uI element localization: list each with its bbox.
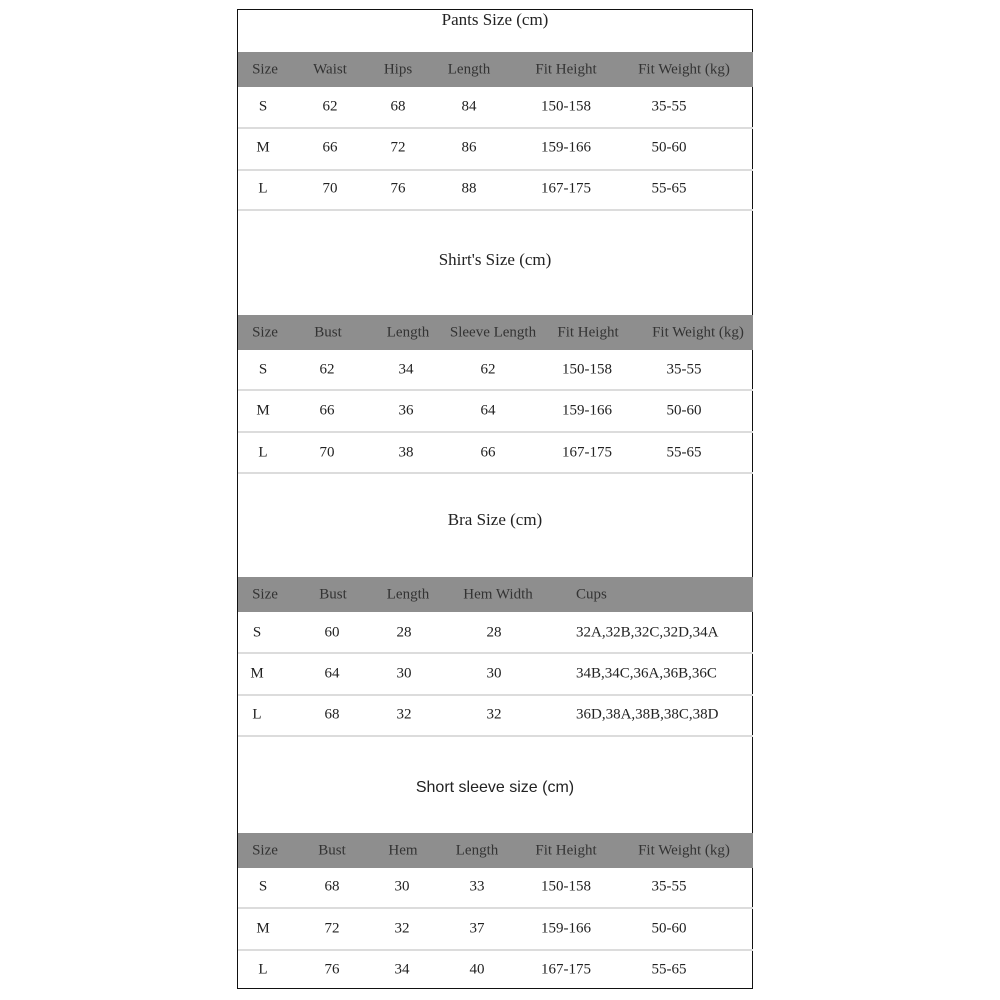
- table-cell: 68: [390, 98, 406, 115]
- table-cell: 36D,38A,38B,38C,38D: [576, 706, 719, 723]
- table-cell: 167-175: [541, 180, 591, 197]
- table-cell: 28: [486, 624, 502, 641]
- table-cell: 35-55: [651, 878, 687, 895]
- size-label: M: [256, 402, 270, 419]
- column-header: Fit Weight (kg): [652, 324, 744, 341]
- row-separator: [238, 949, 753, 951]
- table-cell: 68: [324, 706, 340, 723]
- table-cell: 62: [322, 98, 338, 115]
- table-title: Shirt's Size (cm): [438, 250, 552, 269]
- row-separator: [238, 694, 753, 696]
- table-cell: 64: [480, 402, 496, 419]
- table-cell: 40: [469, 961, 485, 978]
- table-cell: 62: [480, 361, 496, 378]
- table-cell: 70: [319, 444, 335, 461]
- table-cell: 32: [396, 706, 412, 723]
- column-header: Cups: [576, 586, 607, 603]
- table-cell: 64: [324, 665, 340, 682]
- table-cell: 50-60: [651, 920, 687, 937]
- table-cell: 34: [394, 961, 410, 978]
- column-header: Size: [252, 61, 278, 78]
- table-cell: 62: [319, 361, 335, 378]
- table-cell: 167-175: [562, 444, 612, 461]
- table-cell: 34B,34C,36A,36B,36C: [576, 665, 717, 682]
- column-header: Bust: [319, 586, 347, 603]
- row-separator: [238, 652, 753, 654]
- table-cell: 50-60: [666, 402, 702, 419]
- table-cell: 72: [390, 139, 406, 156]
- table-cell: 150-158: [541, 878, 591, 895]
- table-cell: 36: [398, 402, 414, 419]
- column-header: Bust: [314, 324, 342, 341]
- size-label: L: [258, 444, 268, 461]
- table-cell: 159-166: [562, 402, 612, 419]
- table-cell: 66: [319, 402, 335, 419]
- column-header: Sleeve Length: [449, 324, 537, 341]
- table-cell: 72: [324, 920, 340, 937]
- table-cell: 66: [480, 444, 496, 461]
- table-cell: 76: [390, 180, 406, 197]
- table-cell: 55-65: [651, 180, 687, 197]
- table-title: Bra Size (cm): [447, 510, 543, 529]
- column-header: Waist: [313, 61, 347, 78]
- table-cell: 159-166: [541, 139, 591, 156]
- table-cell: 34: [398, 361, 414, 378]
- table-cell: 68: [324, 878, 340, 895]
- row-separator: [238, 389, 753, 391]
- table-cell: 66: [322, 139, 338, 156]
- size-label: M: [256, 139, 270, 156]
- table-cell: 86: [461, 139, 477, 156]
- table-cell: 32: [394, 920, 410, 937]
- column-header: Size: [252, 324, 278, 341]
- table-title: Pants Size (cm): [441, 10, 549, 29]
- column-header: Length: [447, 61, 491, 78]
- table-cell: 60: [324, 624, 340, 641]
- row-separator: [238, 735, 753, 737]
- column-header: Bust: [318, 842, 346, 859]
- table-cell: 70: [322, 180, 338, 197]
- table-cell: 55-65: [666, 444, 702, 461]
- column-header: Fit Weight (kg): [638, 842, 730, 859]
- table-cell: 28: [396, 624, 412, 641]
- table-title: Short sleeve size (cm): [415, 779, 575, 796]
- table-cell: 38: [398, 444, 414, 461]
- table-cell: 55-65: [651, 961, 687, 978]
- row-separator: [238, 169, 753, 171]
- column-header: Length: [386, 586, 430, 603]
- column-header: Fit Height: [535, 842, 597, 859]
- table-cell: 30: [486, 665, 502, 682]
- column-header: Hem Width: [463, 586, 533, 603]
- row-separator: [238, 127, 753, 129]
- table-cell: 150-158: [562, 361, 612, 378]
- table-cell: 150-158: [541, 98, 591, 115]
- size-label: M: [256, 920, 270, 937]
- size-label: S: [252, 624, 262, 641]
- size-label: L: [258, 180, 268, 197]
- table-cell: 35-55: [666, 361, 702, 378]
- column-header: Length: [386, 324, 430, 341]
- table-cell: 37: [469, 920, 485, 937]
- table-cell: 84: [461, 98, 477, 115]
- table-cell: 32A,32B,32C,32D,34A: [576, 624, 719, 641]
- row-separator: [238, 209, 753, 211]
- table-cell: 88: [461, 180, 477, 197]
- size-label: M: [250, 665, 264, 682]
- column-header: Hem: [388, 842, 418, 859]
- column-header: Fit Weight (kg): [638, 61, 730, 78]
- size-label: L: [258, 961, 268, 978]
- table-cell: 32: [486, 706, 502, 723]
- row-separator: [238, 907, 753, 909]
- row-separator: [238, 472, 753, 474]
- column-header: Length: [455, 842, 499, 859]
- column-header: Size: [252, 586, 278, 603]
- table-cell: 33: [469, 878, 485, 895]
- size-label: S: [258, 878, 268, 895]
- table-cell: 35-55: [651, 98, 687, 115]
- row-separator: [238, 431, 753, 433]
- column-header: Hips: [383, 61, 413, 78]
- size-label: L: [252, 706, 262, 723]
- table-cell: 76: [324, 961, 340, 978]
- table-cell: 30: [394, 878, 410, 895]
- column-header: Fit Height: [535, 61, 597, 78]
- size-label: S: [258, 98, 268, 115]
- table-cell: 30: [396, 665, 412, 682]
- column-header: Fit Height: [557, 324, 619, 341]
- table-cell: 159-166: [541, 920, 591, 937]
- column-header: Size: [252, 842, 278, 859]
- table-cell: 50-60: [651, 139, 687, 156]
- table-cell: 167-175: [541, 961, 591, 978]
- size-label: S: [258, 361, 268, 378]
